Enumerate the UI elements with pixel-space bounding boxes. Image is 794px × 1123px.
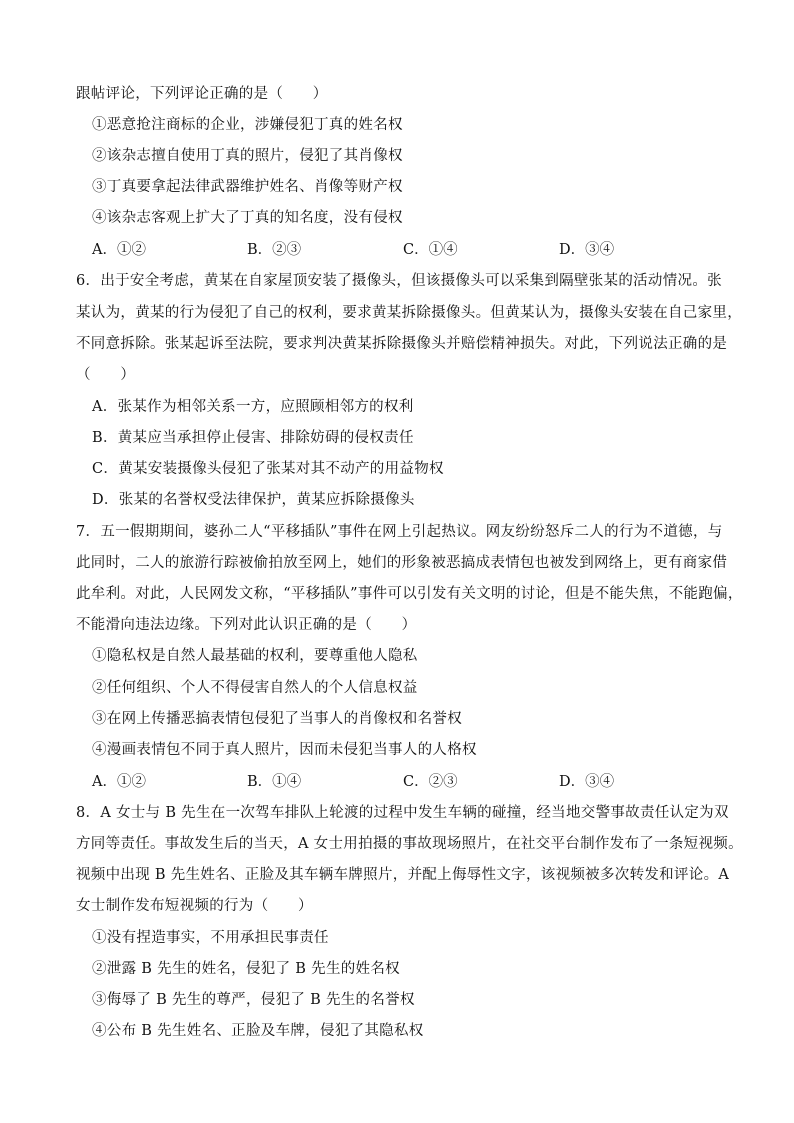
q5-option-c: C．①④ bbox=[403, 242, 458, 258]
q6-stem-line-1: 6．出于安全考虑，黄某在自家屋顶安装了摄像头，但该摄像头可以采集到隔壁张某的活动情况。张 bbox=[76, 273, 722, 289]
q6-option-b: B．黄某应当承担停止侵害、排除妨碍的侵权责任 bbox=[92, 430, 414, 446]
q5-statement-2: ②该杂志擅自使用丁真的照片，侵犯了其肖像权 bbox=[92, 148, 403, 164]
q7-option-c: C．②③ bbox=[403, 774, 458, 790]
q7-option-a: A．①② bbox=[92, 774, 146, 790]
q5-option-a: A．①② bbox=[92, 242, 146, 258]
q7-stem-line-2: 此同时，二人的旅游行踪被偷拍放至网上，她们的形象被恶搞成表情包也被发到网络上，更有商家借 bbox=[76, 555, 728, 571]
q6-stem-line-4: （ ） bbox=[76, 367, 136, 383]
q8-stem-line-1: 8．A 女士与 B 先生在一次驾车排队上轮渡的过程中发生车辆的碰撞，经当地交警事故责任认定为双 bbox=[76, 805, 729, 821]
q7-option-b: B．①④ bbox=[247, 774, 302, 790]
q5-option-b: B．②③ bbox=[247, 242, 302, 258]
q8-stem-line-2: 方同等责任。事故发生后的当天，A 女士用拍摄的事故现场照片，在社交平台制作发布了一条短视频。 bbox=[76, 836, 743, 852]
q8-statement-3: ③侮辱了 B 先生的尊严，侵犯了 B 先生的名誉权 bbox=[92, 992, 415, 1008]
q7-stem-line-4: 不能滑向违法边缘。下列对此认识正确的是（ ） bbox=[76, 617, 417, 633]
q8-statement-2: ②泄露 B 先生的姓名，侵犯了 B 先生的姓名权 bbox=[92, 961, 400, 977]
q5-statement-4: ④该杂志客观上扩大了丁真的知名度，没有侵权 bbox=[92, 210, 403, 226]
q6-option-d: D．张某的名誉权受法律保护，黄某应拆除摄像头 bbox=[92, 492, 415, 508]
q7-statement-3: ③在网上传播恶搞表情包侵犯了当事人的肖像权和名誉权 bbox=[92, 711, 462, 727]
q8-statement-1: ①没有捏造事实，不用承担民事责任 bbox=[92, 930, 329, 946]
q5-statement-3: ③丁真要拿起法律武器维护姓名、肖像等财产权 bbox=[92, 179, 403, 195]
q5-stem-tail: 跟帖评论，下列评论正确的是（ ） bbox=[76, 86, 328, 102]
q7-stem-line-1: 7．五一假期期间，婆孙二人“平移插队”事件在网上引起热议。网友纷纷怒斥二人的行为不道德，与 bbox=[76, 524, 723, 540]
q6-stem-line-3: 不同意拆除。张某起诉至法院，要求判决黄某拆除摄像头并赔偿精神损失。对此，下列说法正确的是 bbox=[76, 336, 728, 352]
q8-stem-line-4: 女士制作发布短视频的行为（ ） bbox=[76, 898, 313, 914]
q6-option-a: A．张某作为相邻关系一方，应照顾相邻方的权利 bbox=[92, 399, 414, 415]
q7-statement-2: ②任何组织、个人不得侵害自然人的个人信息权益 bbox=[92, 680, 418, 696]
q7-stem-line-3: 此牟利。对此，人民网发文称，“平移插队”事件可以引发有关文明的讨论，但是不能失焦，不能跑偏， bbox=[76, 586, 743, 602]
q5-option-d: D．③④ bbox=[559, 242, 615, 258]
q7-statement-1: ①隐私权是自然人最基础的权利，要尊重他人隐私 bbox=[92, 648, 418, 664]
q7-option-d: D．③④ bbox=[559, 774, 615, 790]
q6-stem-line-2: 某认为，黄某的行为侵犯了自己的权利，要求黄某拆除摄像头。但黄某认为，摄像头安装在自己家里， bbox=[76, 305, 742, 321]
q8-statement-4: ④公布 B 先生姓名、正脸及车牌，侵犯了其隐私权 bbox=[92, 1023, 424, 1039]
q7-statement-4: ④漫画表情包不同于真人照片，因而未侵犯当事人的人格权 bbox=[92, 742, 477, 758]
q6-option-c: C．黄某安装摄像头侵犯了张某对其不动产的用益物权 bbox=[92, 461, 444, 477]
q5-statement-1: ①恶意抢注商标的企业，涉嫌侵犯丁真的姓名权 bbox=[92, 117, 403, 133]
q8-stem-line-3: 视频中出现 B 先生姓名、正脸及其车辆车牌照片，并配上侮辱性文字，该视频被多次转发和评论。A bbox=[76, 867, 730, 883]
